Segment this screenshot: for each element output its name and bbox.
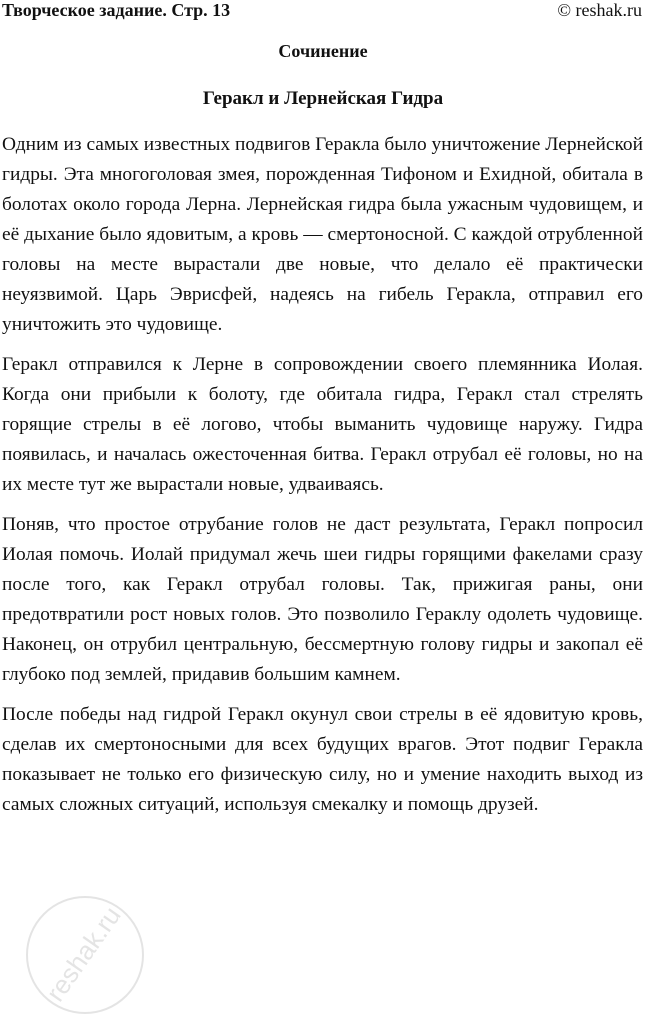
paragraph: После победы над гидрой Геракл окунул свои стрелы в её ядовитую кровь, сделав их смертоносными для всех будущих врагов. Этот подвиг Геракла показывает не только его физическую силу, но и умение находить выход из самых сложных ситуаций, используя смекалку и помощь друзей. [2,704,643,815]
essay-title: Геракл и Лернейская Гидра [202,88,444,109]
site-credit: © reshak.ru [557,0,642,20]
document-title: Сочинение [278,41,368,61]
page-header [0,0,646,24]
paragraph: Поняв, что простое отрубание голов не даст результата, Геракл попросил Иолая помочь. Иолай придумал жечь шеи гидры горящими факелами сразу после того, как Геракл отрубал головы. Так, прижигая раны, они предотвратили рост новых голов. Это позволило Гераклу одолеть чудовище. Наконец, он отрубил центральную, бессмертную голову гидры и закопал её глубоко под землей, придавив большим камнем. [2,514,643,685]
task-reference: Творческое задание. Стр. 13 [2,0,231,20]
watermark-logo [10,880,160,1030]
watermark-text: reshak.ru [39,900,127,1007]
paragraph: Геракл отправился к Лерне в сопровождении своего племянника Иолая. Когда они прибыли к болоту, где обитала гидра, Геракл стал стрелять горящие стрелы в её логово, чтобы выманить чудовище наружу. Гидра появилась, и началась ожесточенная битва. Геракл отрубал её головы, но на их месте тут же вырастали новые, удваиваясь. [2,354,643,495]
paragraph: Одним из самых известных подвигов Геракла было уничтожение Лернейской гидры. Эта многоголовая змея, порожденная Тифоном и Ехидной, обитала в болотах около города Лерна. Лернейская гидра была ужасным чудовищем, и её дыхание было ядовитым, а кровь — смертоносной. С каждой отрубленной головы на месте вырастали две новые, что делало её практически неуязвимой. Царь Эврисфей, надеясь на гибель Геракла, отправил его уничтожить это чудовище. [2,134,643,335]
essay-body [2,130,643,830]
